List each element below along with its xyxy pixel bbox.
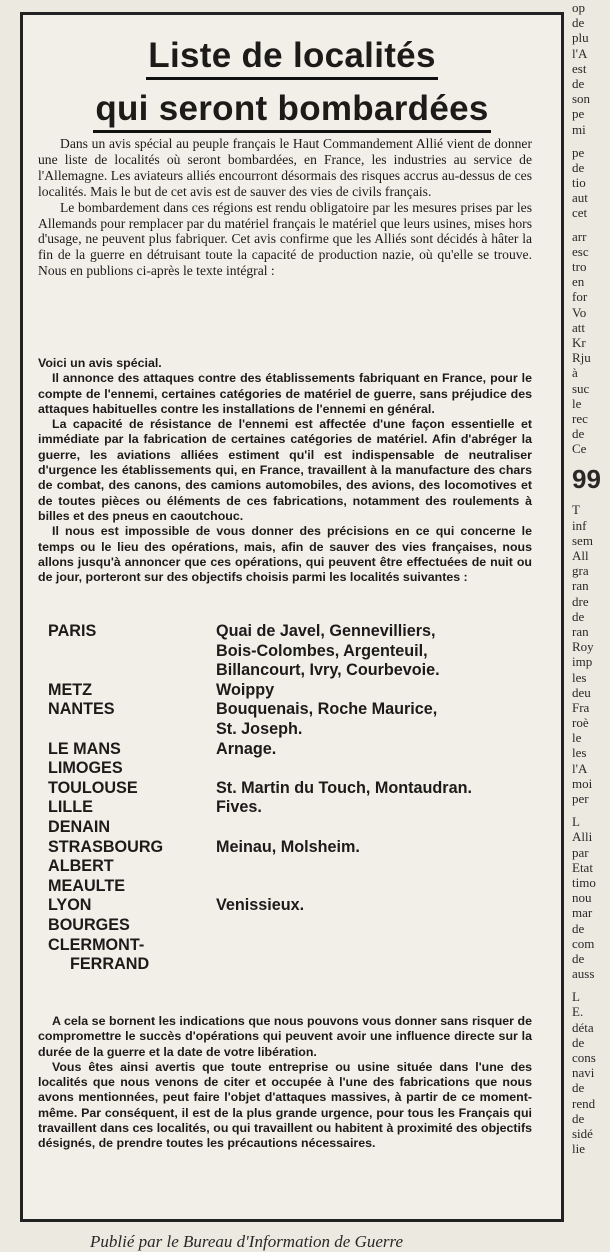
side-column-line: L [572, 814, 580, 830]
publisher-footer: Publié par le Bureau d'Information de Guerre [90, 1232, 404, 1251]
side-column-line: le [572, 730, 582, 746]
locality-city: PARIS [48, 622, 97, 640]
locality-targets: Meinau, Molsheim. [216, 837, 360, 856]
side-column-line: lie [572, 1141, 585, 1157]
locality-city: LYON [48, 896, 92, 915]
adjacent-column-fragment [572, 0, 610, 1250]
side-column-line: sidé [572, 1125, 593, 1141]
side-column-line: Fra [572, 699, 590, 715]
side-column-line: L [572, 989, 580, 1005]
intro-text [38, 136, 532, 279]
side-column-line: com [572, 935, 595, 951]
side-column-line: pe [572, 144, 585, 160]
locality-targets: Bouquenais, Roche Maurice, [216, 700, 438, 719]
side-column-line: E. [572, 1004, 584, 1020]
locality-targets [216, 916, 548, 936]
locality-row [48, 740, 548, 760]
side-column-line: deu [572, 684, 591, 700]
locality-row [48, 798, 548, 818]
headline [23, 35, 561, 133]
locality-city: ALBERT [48, 857, 114, 876]
side-column-line: est [572, 60, 587, 76]
locality-row [48, 838, 548, 858]
side-column-line: ran [572, 578, 589, 594]
locality-row [48, 818, 548, 838]
side-column-line: esc [572, 243, 589, 259]
side-column-line: arr [572, 228, 587, 244]
side-column-line: déta [572, 1019, 594, 1035]
side-column-line: de [572, 1080, 585, 1096]
locality-targets: Bois-Colombes, Argenteuil, [216, 641, 428, 660]
side-column-line: 99 [572, 464, 601, 495]
side-column-line: navi [572, 1065, 595, 1081]
side-column-line: en [572, 274, 585, 290]
side-column-line: Alli [572, 829, 593, 845]
headline-line-1: Liste de localités [146, 35, 437, 80]
side-column-line: de [572, 608, 585, 624]
side-column-line: for [572, 289, 588, 305]
intro-paragraph: Dans un avis spécial au peuple français le Haut Commandement Allié vient de donner une liste de localités où seront bombardées, en France, les industries au service de l'Allemagne. Les aviateurs alliés encourront désormais des risques accrus au-dessus de ces localités. Mais le but de cet avis est de sauver des vies de civils français. [38, 136, 532, 199]
side-column-line: à [572, 365, 578, 381]
side-column-line: att [572, 319, 585, 335]
locality-row [48, 622, 548, 642]
side-column-line: plu [572, 30, 589, 46]
locality-city: NANTES [48, 700, 115, 719]
side-column-line: ran [572, 623, 589, 639]
side-column-line: Vo [572, 304, 587, 320]
side-column-line: per [572, 791, 589, 806]
locality-city: LIMOGES [48, 759, 123, 778]
locality-targets: Venissieux. [216, 896, 305, 915]
locality-targets: St. Joseph. [216, 719, 303, 738]
notice-paragraph: La capacité de résistance de l'ennemi est affectée d'une façon essentielle et immédiate par la fabrication de certaines catégories de matériel. Afin d'abréger la guerre, les aviations alliées estiment qu'il est indispensable de neutraliser d'urgence les établissements qui, en France, travaillent à la manufacture des chars de combat, des canons, des camions automobiles, des avions, des locomotives et de toutes pièces ou éléments de ces fabrications, notamment des roulements à billes et des pneus en caoutchouc. [38, 417, 532, 523]
side-column-line: inf [572, 517, 587, 533]
locality-targets: St. Martin du Touch, Montaudran. [216, 778, 472, 797]
locality-city: LILLE [48, 798, 93, 817]
locality-city [48, 642, 216, 662]
side-column-line: l'A [572, 760, 588, 776]
notice-paragraph: Il nous est impossible de vous donner des précisions en ce qui concerne le temps ou le lieu des opérations, mais, afin de sauver des vies françaises, nous allons jusqu'à annoncer que ces opérations, qui peuvent être effectuées de nuit ou de jour, porteront sur des objectifs choisis parmi les localités suivantes : [38, 524, 532, 585]
side-column-line: les [572, 669, 587, 685]
side-column-line: de [572, 15, 585, 31]
locality-row [48, 955, 548, 975]
side-column-line: Ce [572, 441, 587, 457]
side-column-line: de [572, 950, 585, 966]
side-column-line: mi [572, 121, 586, 137]
side-column-line [572, 494, 610, 502]
side-column-line: timo [572, 874, 596, 890]
side-column-line: de [572, 75, 585, 91]
side-column-line: de [572, 159, 585, 175]
locality-city: BOURGES [48, 915, 130, 934]
side-column-line: op [572, 0, 585, 15]
side-column-line: gra [572, 563, 589, 579]
locality-targets [238, 955, 548, 975]
notice-paragraph: Il annonce des attaques contre des établissements fabriquant en France, pour le compte de l'ennemi, certaines catégories de matériel de guerre, sans préjudice des attaques habituelles contre les installations de l'ennemi en général. [38, 371, 532, 416]
side-column-line: tro [572, 259, 587, 274]
locality-row [48, 779, 548, 799]
locality-row [48, 642, 548, 662]
side-column-line: All [572, 548, 589, 563]
side-column-line: de [572, 1034, 585, 1050]
side-column-line [572, 456, 610, 464]
locality-city: FERRAND [70, 955, 150, 974]
side-column-line: par [572, 844, 589, 860]
intro-paragraph: Le bombardement dans ces régions est rendu obligatoire par les mesures prises par les Allemands pour remplacer par du matériel français le matériel que leurs usines, mises hors d'usage, ne peuvent plus fabriquer. Cet avis confirme que les Alliés sont décidés à hâter la fin de la guerre en détruisant toute la capacité de production nazie, où qu'elle se trouve. Nous en publions ci-après le texte intégral : [38, 199, 532, 279]
locality-row [48, 857, 548, 877]
locality-targets: Fives. [216, 798, 262, 817]
locality-city: MEAULTE [48, 876, 126, 895]
side-column-line: l'A [572, 45, 588, 61]
locality-row [48, 700, 548, 720]
localities-list [48, 622, 548, 975]
side-column-line [572, 221, 610, 229]
locality-targets: Billancourt, Ivry, Courbevoie. [216, 661, 440, 680]
side-column-line: auss [572, 966, 595, 982]
locality-city: TOULOUSE [48, 778, 138, 797]
side-column-line [572, 137, 610, 145]
side-column-line: Rju [572, 350, 591, 366]
side-column-line [572, 806, 610, 814]
locality-city: LE MANS [48, 739, 121, 758]
side-column-line: de [572, 1110, 585, 1126]
closing-text [38, 1014, 532, 1152]
side-column-line: imp [572, 654, 593, 670]
side-column-line: cons [572, 1050, 596, 1065]
side-column-line: sem [572, 532, 593, 548]
notice-paragraph: Voici un avis spécial. [38, 356, 162, 370]
locality-row [48, 681, 548, 701]
side-column-line: aut [572, 190, 588, 206]
locality-row [48, 661, 548, 681]
locality-targets [216, 759, 548, 779]
side-column-line: tio [572, 175, 586, 191]
side-column-line: dre [572, 593, 589, 609]
locality-targets: Quai de Javel, Gennevilliers, [216, 622, 436, 640]
side-column-line: moi [572, 775, 593, 791]
locality-targets [216, 818, 548, 838]
locality-targets: Arnage. [216, 739, 277, 758]
locality-city: METZ [48, 680, 93, 699]
locality-row [48, 896, 548, 916]
side-column-line: rend [572, 1095, 596, 1111]
locality-targets [216, 877, 548, 897]
side-column-line: de [572, 426, 585, 442]
side-column-line: les [572, 745, 587, 761]
side-column-line: rec [572, 410, 588, 426]
side-column-line: Etat [572, 859, 593, 875]
side-column-line [572, 981, 610, 989]
locality-row [48, 720, 548, 740]
closing-paragraph: A cela se bornent les indications que nous pouvons vous donner sans risquer de compromettre le succès d'opérations qui peuvent avoir une influence directe sur la durée de la guerre et la date de votre libération. [38, 1014, 532, 1059]
side-column-line: son [572, 91, 591, 107]
closing-paragraph: Vous êtes ainsi avertis que toute entreprise ou usine située dans l'une des localités que nous venons de citer et occupée à l'une des fabrications que nous avons mentionnées, peut faire l'objet d'attaques massives, à partir de ce moment-même. Par conséquent, il est de la plus grande urgence, pour tous les Français qui travaillent dans ces localités, ou qui travaillent ou habitent à proximité des objectifs désignés, de prendre toutes les précautions nécessaires. [38, 1059, 532, 1151]
side-column-line: cet [572, 205, 588, 221]
side-column-line: T [572, 502, 580, 518]
locality-row [48, 877, 548, 897]
locality-city [48, 720, 216, 740]
side-column-line: de [572, 920, 585, 936]
locality-row [48, 759, 548, 779]
side-column-line: Kr [572, 334, 586, 350]
locality-row [48, 936, 548, 956]
side-column-line: mar [572, 905, 593, 921]
locality-city [48, 661, 216, 681]
side-column-line: suc [572, 380, 590, 396]
locality-targets [216, 936, 548, 956]
locality-city: STRASBOURG [48, 837, 164, 856]
side-column-line: roè [572, 715, 589, 731]
locality-targets [216, 857, 548, 877]
locality-targets: Woippy [216, 680, 275, 699]
side-column-line: pe [572, 106, 585, 122]
locality-city: DENAIN [48, 817, 111, 836]
side-column-line: Roy [572, 639, 594, 655]
special-notice [38, 356, 532, 585]
headline-line-2: qui seront bombardées [93, 88, 490, 133]
side-column-line: le [572, 395, 582, 411]
locality-city: CLERMONT- [48, 935, 145, 954]
locality-row [48, 916, 548, 936]
side-column-line: nou [572, 890, 592, 906]
